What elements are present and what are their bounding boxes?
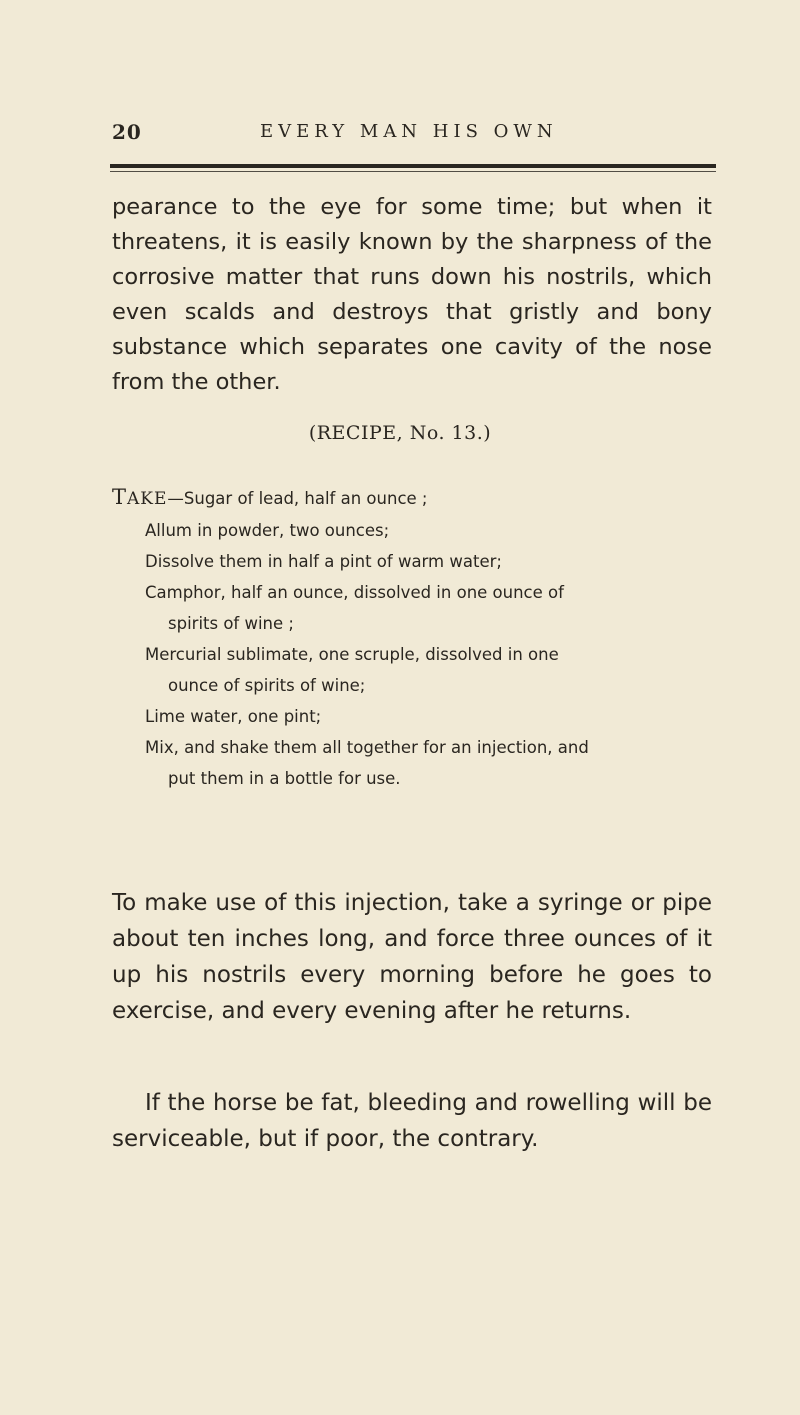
header-rule-thick [110,164,716,168]
recipe-line: Mercurial sublimate, one scruple, dissolved in one [145,645,559,664]
recipe-line: Allum in powder, two ounces; [145,521,390,540]
running-head: EVERY MAN HIS OWN [260,121,558,142]
recipe-line-continued: put them in a bottle for use. [168,769,401,788]
paragraph-opening: pearance to the eye for some time; but when it threatens, it is easily known by the sharpness of the corrosive matter that runs down his nostrils, which even scalds and destroys that gristly and bony substance which separates one cavity of the nose from the other. [112,194,712,395]
recipe-ingredients [112,482,712,794]
paragraph-usage: To make use of this injection, take a syringe or pipe about ten inches long, and force three ounces of it up his nostrils every morning before he goes to exercise, and every evening after he returns. [112,890,712,1024]
recipe-line-continued: ounce of spirits of wine; [168,676,366,695]
recipe-line: Lime water, one pint; [145,707,322,726]
paragraph-closing: If the horse be fat, bleeding and rowelling will be serviceable, but if poor, the contrary. [112,1090,712,1152]
recipe-line: Dissolve them in half a pint of warm water; [145,552,502,571]
recipe-line: TAKE—Sugar of lead, half an ounce ; [112,485,428,509]
page-number: 20 [112,120,142,144]
recipe-title: (RECIPE, No. 13.) [308,422,492,444]
recipe-line: Camphor, half an ounce, dissolved in one ounce of [145,583,564,602]
header-rule-thin [110,171,716,172]
recipe-line-continued: spirits of wine ; [168,614,294,633]
recipe-line: Mix, and shake them all together for an injection, and [145,738,589,757]
recipe-take-word: TAKE [112,485,168,509]
page-header [112,120,712,150]
